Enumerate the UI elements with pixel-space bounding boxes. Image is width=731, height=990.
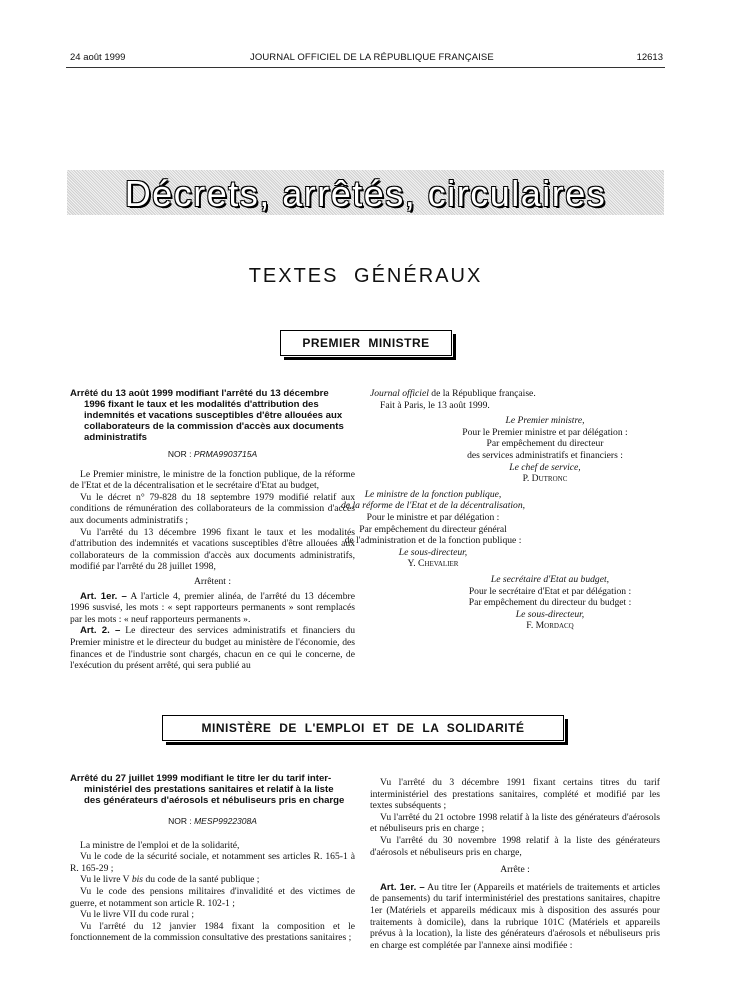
decree2-visa: Vu l'arrêté du 12 janvier 1984 fixant la composition et le fonctionnement de la commission consultative des prestations sanitaires ; — [70, 920, 355, 944]
visa-part: Vu le livre V — [80, 874, 130, 886]
signature-block-2 — [288, 489, 578, 570]
article-text: Au titre Ier (Appareils et matériels de traitements et articles de pansements) du tarif interministériel des prestations sanitaires, chapitre 1er (Matériels et appareils médicaux mis à disposition des assurés pour traitements à domicile), dans la rubrique 101C (Matériels et appareils prévus à la location), la liste des générateurs d'aérosols et nébuliseurs pris en charge est complétée par l'annexe ainsi modifiée : — [370, 881, 660, 951]
decree1-title-line: indemnités et vacations susceptibles d'être allouées aux — [84, 410, 343, 421]
decree2-visa: Vu l'arrêté du 3 décembre 1991 fixant certains titres du tarif interministériel des prestations sanitaires, complété et modifié par les textes subséquents ; — [370, 777, 660, 812]
signature-block-3 — [370, 574, 660, 632]
decree1-title-line: 1996 fixant le taux et les modalités d'attribution des — [84, 399, 319, 410]
visa-part: du code de la santé publique ; — [145, 874, 260, 886]
decree2-visa: Vu le code de la sécurité sociale, et notamment ses articles R. 165-1 à R. 165-29 ; — [70, 851, 355, 874]
nor-code: PRMA9903715A — [193, 449, 258, 459]
header-rule — [66, 67, 665, 68]
sig-role: de la réforme de l'Etat et de la décentralisation, — [340, 500, 526, 512]
sig-line: des services administratifs et financiers : — [467, 449, 623, 461]
nor-code: MESP9922308A — [194, 816, 257, 826]
sig-line: Par empêchement du directeur — [486, 438, 604, 450]
sig-line: Pour le secrétaire d'Etat et par délégation : — [468, 585, 632, 597]
decree1-article-2 — [70, 625, 355, 671]
decree2-visa: Vu l'arrêté du 30 novembre 1998 relatif à la liste des générateurs d'aérosols et nébuliseurs pris en charge, — [370, 834, 660, 858]
visa-part: bis — [131, 874, 144, 886]
section-banner — [67, 170, 664, 215]
decree2-visa: Vu le code des pensions militaires d'invalidité et des victimes de guerre, et notamment son article R. 102-1 ; — [70, 885, 355, 909]
sig-line: Par empêchement du directeur général — [359, 523, 507, 535]
signature-block-1 — [370, 415, 660, 485]
article-text-end: de la République française. — [431, 388, 536, 399]
sig-line: Par empêchement du directeur du budget : — [468, 597, 632, 609]
decree2-column-left — [70, 773, 355, 944]
sig-line: Pour le ministre et par délégation : — [366, 511, 500, 523]
sig-role: Le Premier ministre, — [505, 415, 585, 427]
article-label: Art. 1er. – — [380, 881, 425, 893]
decree1-title-line: collaborateurs de la commission d'accès aux documents — [84, 421, 344, 432]
decree1-title — [70, 388, 355, 443]
sig-line: Pour le Premier ministre et par délégation : — [462, 426, 628, 438]
decree1-preamble: Le Premier ministre, le ministre de la fonction publique, de la réforme de l'Etat et de la décentralisation et le secrétaire d'Etat au budget, — [70, 468, 355, 492]
sig-line: Le sous-directeur, — [398, 546, 468, 558]
sig-line: Le sous-directeur, — [515, 608, 585, 620]
nor-label: NOR : — [167, 449, 192, 459]
decree2-arrete: Arrête : — [500, 864, 530, 876]
banner-title: Décrets, arrêtés, circulaires — [124, 173, 607, 214]
decree1-fait: Fait à Paris, le 13 août 1999. — [380, 399, 490, 411]
nor-label: NOR : — [168, 816, 192, 826]
decree2-title-line: ministériel des prestations sanitaires et relatif à la liste — [84, 784, 334, 795]
decree2-column-right — [370, 777, 660, 951]
decree1-arretent: Arrêtent : — [193, 575, 232, 587]
sig-role: Le secrétaire d'Etat au budget, — [490, 573, 610, 585]
decree1-article-1 — [70, 591, 355, 626]
decree2-title-line: des générateurs d'aérosols et nébuliseurs pris en charge — [84, 795, 345, 806]
decree2-preamble: La ministre de l'emploi et de la solidarité, — [80, 839, 240, 851]
decree2-visa: Vu l'arrêté du 21 octobre 1998 relatif à la liste des générateurs d'aérosols et nébuliseurs pris en charge ; — [370, 811, 660, 835]
ministry-heading-premier-ministre: PREMIER MINISTRE — [280, 330, 452, 356]
decree2-title-line: Arrêté du 27 juillet 1999 modifiant le titre Ier du tarif inter- — [70, 773, 332, 784]
decree1-title-line: administratifs — [84, 432, 147, 443]
signatory-name: P. Dutronc — [522, 473, 568, 485]
page-number: 12613 — [636, 52, 663, 63]
ministry-heading-emploi-solidarite: MINISTÈRE DE L'EMPLOI ET DE LA SOLIDARITÉ — [162, 715, 564, 741]
decree1-article-2-end — [370, 388, 660, 400]
journal-title: JOURNAL OFFICIEL DE LA RÉPUBLIQUE FRANÇAISE — [250, 52, 494, 63]
decree2-visa: Vu le livre VII du code rural ; — [80, 909, 195, 921]
decree2-title — [70, 773, 355, 806]
decree1-nor — [70, 449, 355, 461]
decree2-visa — [70, 874, 355, 886]
article-label: Art. 2. – — [80, 625, 121, 637]
decree1-visa: Vu le décret n° 79-828 du 18 septembre 1979 modifié relatif aux conditions de rémunération des collaborateurs de la commission d'accès aux documents administratifs ; — [70, 491, 355, 526]
journal-officiel: Journal officiel — [370, 388, 429, 399]
decree1-visa: Vu l'arrêté du 13 décembre 1996 fixant le taux et les modalités d'attribution des indemnités et vacations susceptibles d'être allouées aux collaborateurs de la commission d'accès aux documents administratifs, modifié par l'arrêté du 28 juillet 1998, — [70, 526, 355, 573]
decree2-article-1 — [370, 882, 660, 952]
sig-line: Le chef de service, — [509, 461, 581, 473]
section-title: TEXTES GÉNÉRAUX — [248, 265, 483, 287]
header-date: 24 août 1999 — [70, 52, 126, 63]
sig-role: Le ministre de la fonction publique, — [364, 488, 502, 500]
signatory-name: Y. Chevalier — [407, 558, 459, 570]
decree2-nor — [70, 816, 355, 828]
decree1-column-right — [340, 388, 660, 632]
decree1-title-line: Arrêté du 13 août 1999 modifiant l'arrêté du 13 décembre — [70, 388, 329, 399]
article-text: Le directeur des services administratifs et financiers du Premier ministre et le directeur du budget au ministère de l'économie, des finances et de l'industrie sont chargés, chacun en ce qui le concerne, de l'exécution du présent arrêté, qui sera publié au — [70, 625, 355, 672]
article-text: A l'article 4, premier alinéa, de l'arrêté du 13 décembre 1996 susvisé, les mots : « sept rapporteurs permanents » sont remplacés par les mots : « neuf rapporteurs permanents ». — [70, 590, 355, 625]
article-label: Art. 1er. – — [80, 590, 127, 602]
signatory-name: F. Mordacq — [526, 620, 574, 632]
sig-line: de l'administration et de la fonction publique : — [344, 535, 522, 547]
